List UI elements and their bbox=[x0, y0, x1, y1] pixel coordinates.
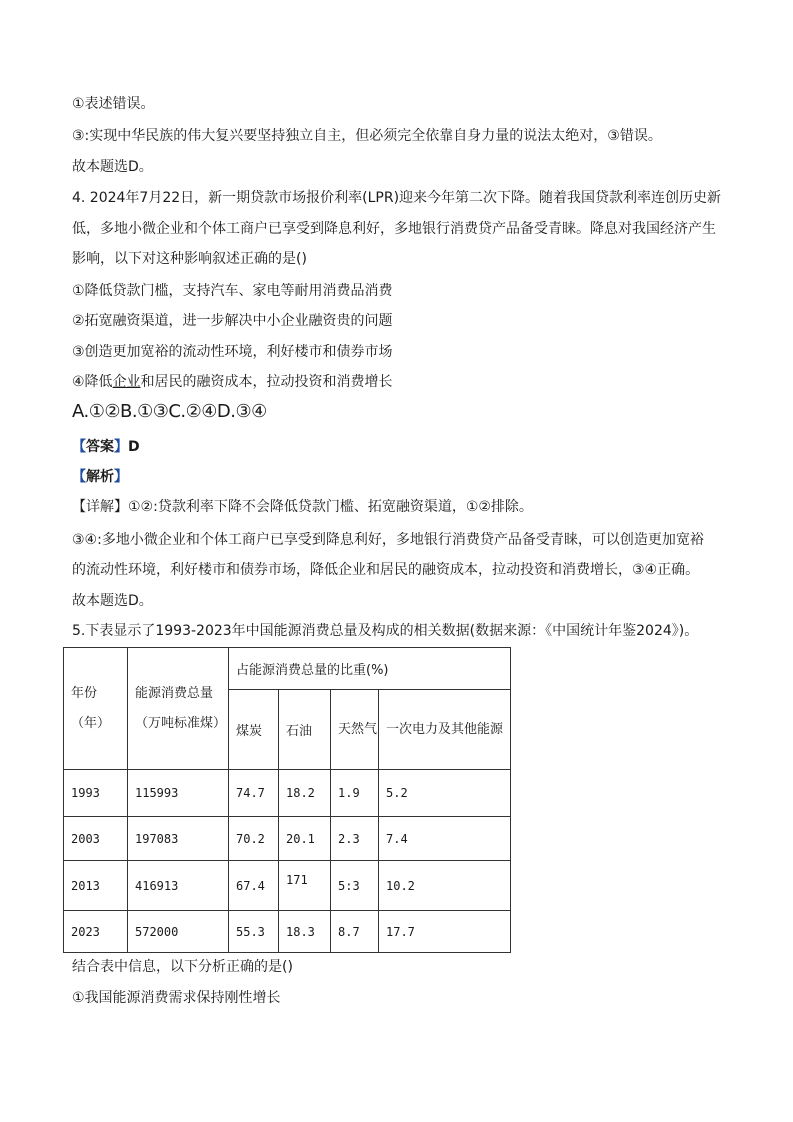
analysis-bracket: 】 bbox=[114, 469, 128, 485]
header-gas: 天然气 bbox=[331, 690, 379, 770]
header-coal: 煤炭 bbox=[229, 690, 279, 770]
answer-bracket: 【 bbox=[72, 439, 86, 455]
header-oil: 石油 bbox=[279, 690, 331, 770]
cell-gas: 1.9 bbox=[331, 770, 379, 817]
text-line: 故本题选D。 bbox=[72, 159, 153, 175]
detail-text: ①②:贷款利率下降不会降低贷款门槛、拓宽融资渠道，①②排除。 bbox=[128, 499, 533, 515]
cell-gas: 5:3 bbox=[331, 861, 379, 911]
table-row bbox=[64, 911, 511, 953]
cell-coal: 70.2 bbox=[229, 817, 279, 861]
cell-oil: 171 bbox=[279, 861, 331, 911]
statement-4-part: ④降低 bbox=[72, 374, 113, 390]
cell-total: 197083 bbox=[128, 817, 229, 861]
analysis-label: 解析 bbox=[86, 469, 114, 485]
statement-1: ①我国能源消费需求保持刚性增长 bbox=[72, 990, 281, 1006]
text-line: ③:实现中华民族的伟大复兴要坚持独立自主，但必须完全依靠自身力量的说法太绝对，③错误。 bbox=[72, 128, 662, 144]
analysis-bracket: 【 bbox=[72, 469, 86, 485]
header-other: 一次电力及其他能源 bbox=[379, 690, 511, 770]
statement-4 bbox=[72, 372, 393, 392]
cell-gas: 8.7 bbox=[331, 911, 379, 953]
answer-choices: A.①②B.①③C.②④D.③④ bbox=[72, 401, 267, 422]
cell-coal: 55.3 bbox=[229, 911, 279, 953]
statement-1: ①降低贷款门槛，支持汽车、家电等耐用消费品消费 bbox=[72, 283, 393, 299]
header-year: 年份（年） bbox=[64, 648, 128, 770]
cell-total: 572000 bbox=[128, 911, 229, 953]
statement-2: ②拓宽融资渠道，进一步解决中小企业融资贵的问题 bbox=[72, 313, 393, 329]
answer-value: D bbox=[128, 439, 140, 455]
energy-table bbox=[63, 647, 511, 953]
statement-4-part: 和居民的融资成本，拉动投资和消费增长 bbox=[140, 374, 393, 390]
answer-line bbox=[72, 437, 140, 457]
header-total: 能源消费总量（万吨标准煤） bbox=[128, 648, 229, 770]
cell-gas: 2.3 bbox=[331, 817, 379, 861]
cell-year: 2023 bbox=[64, 911, 128, 953]
cell-other: 7.4 bbox=[379, 817, 511, 861]
analysis-heading bbox=[72, 467, 128, 487]
cell-oil: 18.3 bbox=[279, 911, 331, 953]
cell-coal: 74.7 bbox=[229, 770, 279, 817]
detail-line: 故本题选D。 bbox=[72, 593, 153, 609]
text-line: ①表述错误。 bbox=[72, 96, 155, 112]
cell-other: 17.7 bbox=[379, 911, 511, 953]
table-row bbox=[64, 817, 511, 861]
question-4-stem: 低，多地小微企业和个体工商户已享受到降息利好，多地银行消费贷产品备受青睐。降息对我国经济产生 bbox=[72, 221, 716, 237]
cell-other: 10.2 bbox=[379, 861, 511, 911]
answer-bracket: 】 bbox=[114, 439, 128, 455]
cell-coal: 67.4 bbox=[229, 861, 279, 911]
cell-oil: 20.1 bbox=[279, 817, 331, 861]
cell-year: 2003 bbox=[64, 817, 128, 861]
cell-other: 5.2 bbox=[379, 770, 511, 817]
detail-line: ③④:多地小微企业和个体工商户已享受到降息利好，多地银行消费贷产品备受青睐，可以创造更加宽裕 bbox=[72, 532, 704, 548]
table-row bbox=[64, 770, 511, 817]
answer-label: 答案 bbox=[86, 439, 114, 455]
header-share: 占能源消费总量的比重(%) bbox=[229, 648, 511, 690]
question-5-prompt: 结合表中信息，以下分析正确的是() bbox=[72, 959, 293, 975]
detail-prefix: 【详解】 bbox=[72, 499, 128, 515]
detail-line bbox=[72, 497, 533, 517]
cell-oil: 18.2 bbox=[279, 770, 331, 817]
cell-year: 1993 bbox=[64, 770, 128, 817]
cell-total: 416913 bbox=[128, 861, 229, 911]
table-row bbox=[64, 861, 511, 911]
detail-line: 的流动性环境，利好楼市和债券市场，降低企业和居民的融资成本，拉动投资和消费增长，③④正确。 bbox=[72, 562, 700, 578]
cell-year: 2013 bbox=[64, 861, 128, 911]
statement-3: ③创造更加宽裕的流动性环境，利好楼市和债券市场 bbox=[72, 344, 393, 360]
question-4-stem: 4. 2024年7月22日，新一期贷款市场报价利率(LPR)迎来今年第二次下降。随着我国贷款利率连创历史新 bbox=[72, 190, 722, 206]
question-4-stem: 影响，以下对这种影响叙述正确的是() bbox=[72, 251, 307, 267]
cell-total: 115993 bbox=[128, 770, 229, 817]
statement-4-underlined: 企业 bbox=[112, 374, 141, 390]
question-5-stem: 5.下表显示了1993-2023年中国能源消费总量及构成的相关数据(数据来源：《中国统计年鉴2024》)。 bbox=[72, 623, 699, 639]
